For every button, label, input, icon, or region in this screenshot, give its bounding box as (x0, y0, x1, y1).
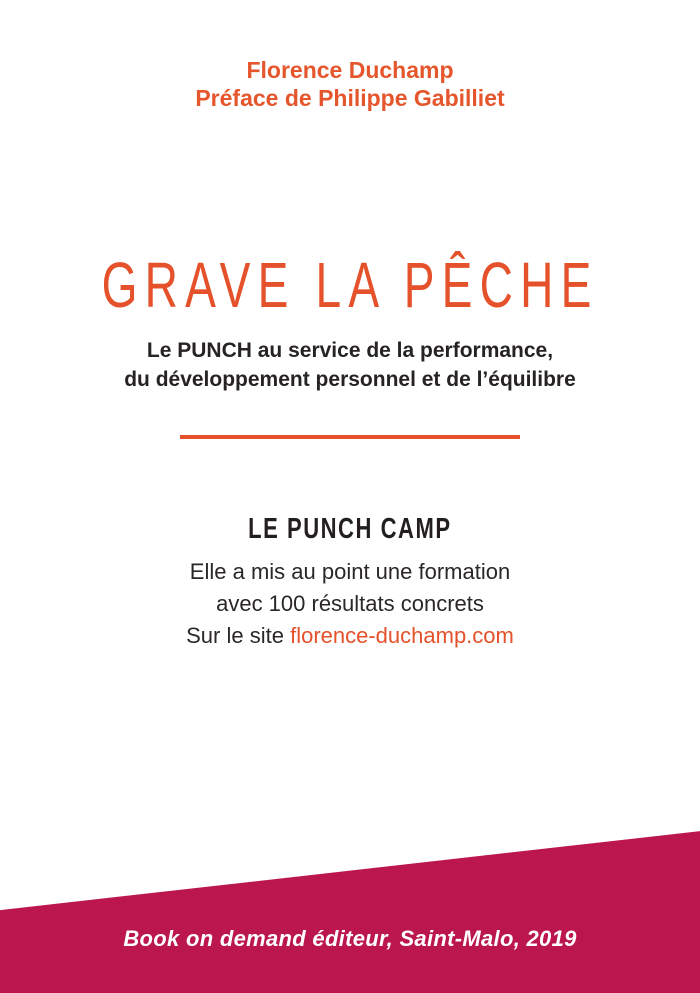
book-title-text: GRAVE LA PÊCHE (101, 249, 599, 321)
section-heading (0, 513, 700, 546)
subtitle (0, 336, 700, 394)
author-block (0, 56, 700, 112)
preface-credit: Préface de Philippe Gabilliet (195, 85, 505, 111)
book-title (0, 248, 700, 322)
body-line-3 (0, 620, 700, 652)
subtitle-line-2: du développement personnel et de l’équilibre (124, 368, 576, 391)
body-text (0, 556, 700, 652)
section-heading-text: LE PUNCH CAMP (248, 513, 452, 545)
body-line-2: avec 100 résultats concrets (216, 591, 484, 616)
body-line-1: Elle a mis au point une formation (189, 559, 511, 584)
body-line-3-prefix: Sur le site (186, 623, 284, 648)
author-name: Florence Duchamp (246, 57, 454, 83)
subtitle-line-1: Le PUNCH au service de la performance, (146, 339, 554, 362)
divider-rule (180, 435, 520, 439)
publisher-info: Book on demand éditeur, Saint-Malo, 2019 (123, 926, 577, 951)
website-link: florence-duchamp.com (290, 623, 514, 648)
